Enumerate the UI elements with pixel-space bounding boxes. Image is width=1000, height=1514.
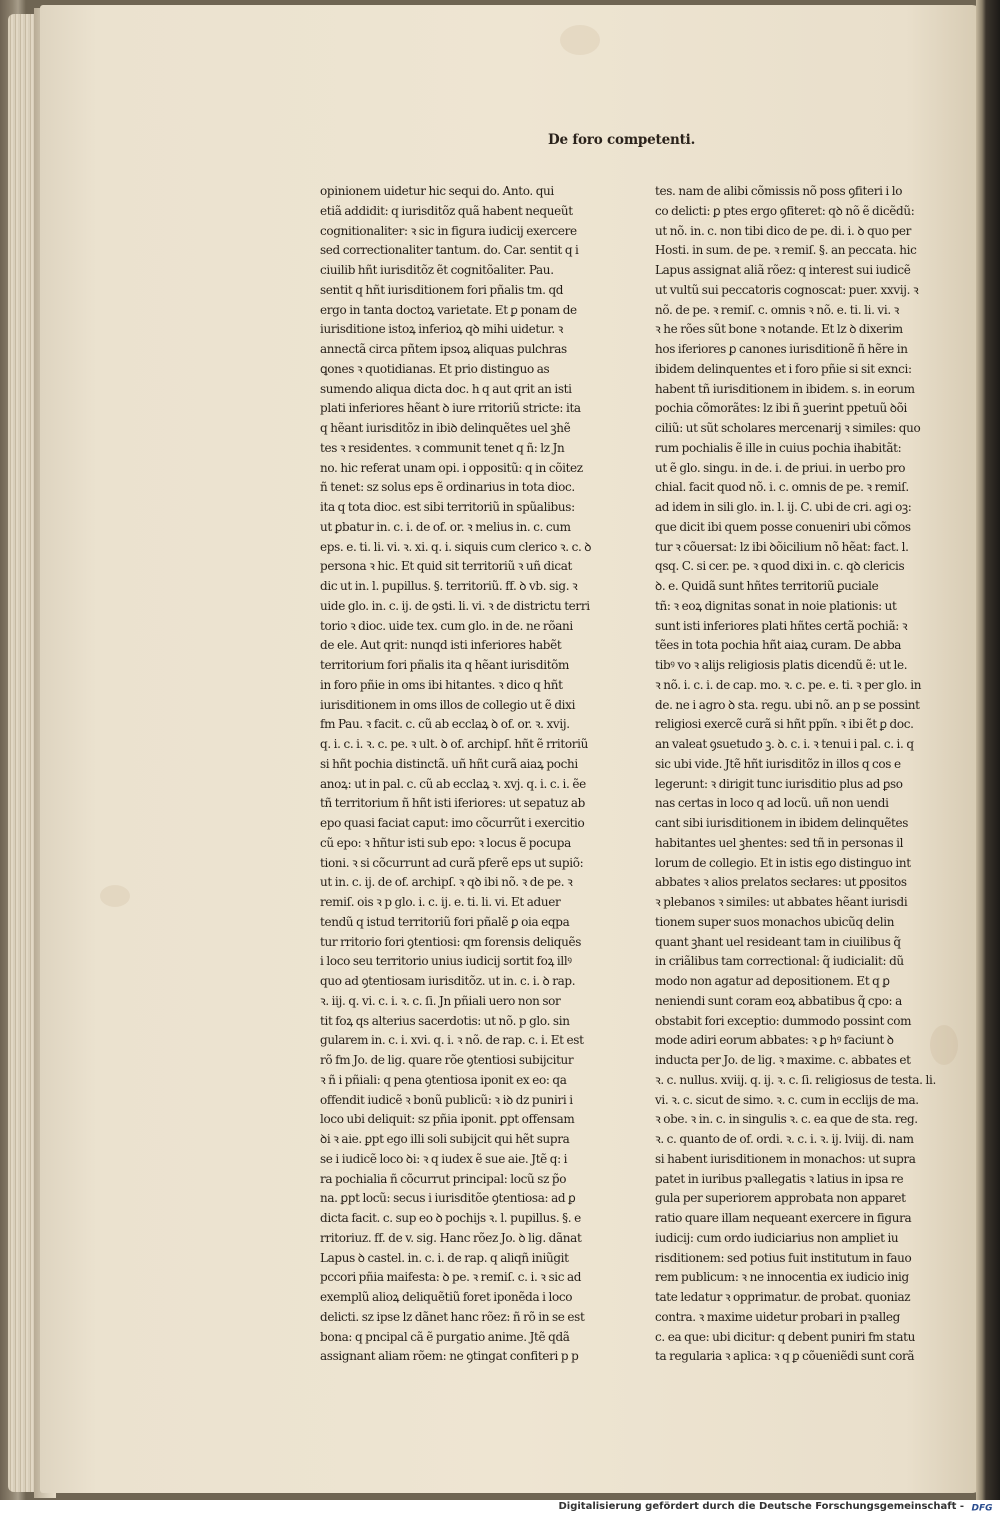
running-header: De foro competenti. <box>548 132 696 148</box>
text-line: chial. facit quod nõ. i. c. omnis de pe. ꝛ remiſ. <box>655 480 909 495</box>
text-line: exemplũ alioꝝ deliquẽtiũ foret iponẽda i loco <box>320 1290 573 1304</box>
text-line: an valeat ꝯsuetudo ꝫ. ꝺ. c. i. ꝛ tenui i pal. c. i. q <box>655 737 914 751</box>
text-line: pccori pñia maifesta: ꝺ pe. ꝛ remiſ. c. i. ꝛ sic ad <box>320 1270 582 1285</box>
text-line: i loco seu territorio unius iudicij sortit foꝝ illꝰ <box>320 954 572 969</box>
text-line: dic ut in. l. pupillus. §. territoriũ. ff. ꝺ vb. sig. ꝛ <box>320 579 578 593</box>
text-line: tes ꝛ residentes. ꝛ communit tenet q ñ: lz Jn <box>320 440 565 455</box>
text-line: ita q tota dioc. est sibi territoriũ in spũalibus: <box>320 500 575 514</box>
dfg-logo <box>968 1501 996 1513</box>
text-line: assignant aliam rõem: ne ꝯtingat confiteri p p <box>320 1349 579 1364</box>
dfg-logo-text: DFG <box>971 1503 993 1514</box>
text-line: se i iudicẽ loco ꝺi: ꝛ q iudex ẽ sue aie. Jtẽ q: i <box>320 1151 568 1166</box>
text-line: na. ꝑpt locũ: secus i iurisditõe ꝯtentiosa: ad ꝑ <box>320 1191 576 1206</box>
text-line: inducta per Jo. de lig. ꝛ maxime. c. abbates et <box>655 1053 911 1067</box>
text-line: annectã circa pñtem ipsoꝝ aliquas pulchras <box>320 342 567 356</box>
text-line: quant ꝫhant uel resideant tam in ciuilibus q̃ <box>655 934 901 949</box>
text-line: rõ fm Jo. de lig. quare rõe ꝯtentiosi subijcitur <box>320 1053 574 1067</box>
text-line: iudicij: cum ordo iudiciarius non ampliet iu <box>655 1230 899 1245</box>
text-line: no. hic referat unam opi. i oppositũ: q in cõitez <box>320 460 583 475</box>
text-line: neniendi sunt coram eoꝝ abbatibus q̃ cpo: a <box>655 993 902 1008</box>
right-page-edge <box>976 0 1000 1500</box>
text-line: ꝗones ꝛ quotidianas. Et prio distinguo as <box>320 361 550 376</box>
text-line: ꝛ obe. ꝛ in. c. in singulis ꝛ. c. ea que de sta. reg. <box>655 1112 918 1127</box>
text-line: ratio quare illam nequeant exercere in figura <box>655 1211 912 1225</box>
digitization-credit-bar <box>0 1500 1000 1514</box>
text-line: tate ledatur ꝛ opprimatur. de probat. quoniaz <box>655 1290 911 1304</box>
text-line: contra. ꝛ maxime uidetur probari in pꝛalleg <box>655 1309 900 1324</box>
text-line: ꝛ. c. nullus. xviij. q. ij. ꝛ. c. ſi. religiosus de testa. li. <box>655 1072 936 1087</box>
text-line: nõ. de pe. ꝛ remiſ. c. omnis ꝛ nõ. e. ti. li. vi. ꝛ <box>655 302 899 317</box>
text-line: hos iferiores ꝑ canones iurisditionẽ ñ hẽre in <box>655 342 908 356</box>
text-line: territorium fori pñalis ita q hẽant iurisditõm <box>320 658 570 672</box>
text-line: si hñt pochia distinctã. uñ hñt curã aiaꝝ pochi <box>320 756 578 771</box>
text-line: sic ubi vide. Jtẽ hñt iurisditõz in illos q cos e <box>655 756 901 771</box>
text-line: ut vultũ sui peccatoris cognoscat: puer. xxvij. ꝛ <box>655 282 919 297</box>
text-line: sed correctionaliter tantum. do. Car. sentit q i <box>320 243 579 258</box>
text-line: abbates ꝛ alios prelatos secłares: ut ꝑpositos <box>655 875 907 890</box>
text-line: pochia cõmorãtes: lz ibi ñ ꝫuerint ppetuũ ꝺõi <box>655 401 907 416</box>
text-line: ut ꝑbatur in. c. i. de of. or. ꝛ melius in. c. cum <box>320 519 571 534</box>
text-line: iurisditionem in oms illos de collegio ut ẽ dixi <box>320 697 576 712</box>
text-line: uide glo. in. c. ij. de ꝯsti. li. vi. ꝛ de districtu terri <box>320 598 590 613</box>
text-line: Lapus assignat aliã rõez: q interest sui iudicẽ <box>655 263 911 277</box>
text-line: ꝛ ñ i pñiali: q pena ꝯtentiosa iponit ex eo: qa <box>320 1072 567 1087</box>
text-line: ta regularia ꝛ aplica: ꝛ q ꝑ cõueniẽdi sunt corã <box>655 1349 915 1364</box>
text-line: gularem in. c. i. xvi. q. i. ꝛ nõ. de rap. c. i. Et est <box>320 1033 584 1048</box>
text-line: offendit iudicẽ ꝛ bonũ publicũ: ꝛ iꝺ dz puniri i <box>320 1092 573 1107</box>
text-line: ad idem in sili glo. in. l. ij. C. ubi de cri. agi oꝫ: <box>655 500 912 514</box>
text-line: cognitionaliter: ꝛ sic in figura iudicij exercere <box>320 223 577 238</box>
text-line: sumendo aliqua dicta doc. h q aut qrit an isti <box>320 381 572 396</box>
text-line: ibidem delinquentes et i foro pñie si sit exnci: <box>655 361 912 376</box>
text-line: nas certas in loco q ad locũ. uñ non uendi <box>655 796 889 811</box>
text-line: in foro pñie in oms ibi hitantes. ꝛ dico q hñt <box>320 677 563 692</box>
text-line: q. i. c. i. ꝛ. c. pe. ꝛ ult. ꝺ of. archipſ. hñt ẽ rritoriũ <box>320 737 588 751</box>
text-line: fm Pau. ꝛ facit. c. cũ ab ecclaꝝ ꝺ of. or. ꝛ. xvij. <box>320 717 570 732</box>
text-line: bona: q pncipal cã ẽ purgatio anime. Jtẽ qdã <box>320 1329 570 1344</box>
text-line: ꝺ. e. Quidã sunt hñtes territoriũ ꝑuciale <box>655 579 879 593</box>
text-line: ergo in tanta doctoꝝ varietate. Et ꝑ ponam de <box>320 302 577 317</box>
text-line: rem publicum: ꝛ ne innocentia ex iudicio inig <box>655 1270 909 1285</box>
text-line: Lapus ꝺ castel. in. c. i. de rap. q aliqñ iniũgit <box>320 1250 569 1265</box>
text-line: persona ꝛ hic. Et quid sit territoriũ ꝛ uñ dicat <box>320 559 572 574</box>
text-line: ꝛ. c. quanto de of. ordi. ꝛ. c. i. ꝛ. ij. lviij. di. nam <box>655 1132 914 1146</box>
text-line: torio ꝛ dioc. uide tex. cum glo. in de. ne rõani <box>320 618 573 633</box>
text-column-right <box>655 182 936 1367</box>
text-line: q hẽant iurisditõz in ibiꝺ delinquẽtes uel ꝫhẽ <box>320 421 571 435</box>
text-line: ciliũ: ut sũt scholares mercenarij ꝛ similes: quo <box>655 421 921 435</box>
text-line: tendũ q istud territoriũ fori pñalẽ ꝑ oia eqpa <box>320 914 570 929</box>
text-line: tur ꝛ cõuersat: lz ibi ꝺõicilium nõ hẽat: fact. l. <box>655 539 909 554</box>
text-line: tionem super suos monachos ubicũq delin <box>655 914 895 929</box>
text-line: epo quasi faciat caput: imo cõcurrũt i exercitio <box>320 816 585 830</box>
text-line: ꝛ plebanos ꝛ similes: ut abbates hẽant iurisdi <box>655 895 908 909</box>
text-line: lorum de collegio. Et in istis ego distinguo int <box>655 855 911 870</box>
text-line: sentit q hñt iurisditionem fori pñalis tm. qd <box>320 282 564 297</box>
text-line: dicta facit. c. sup eo ꝺ pochijs ꝛ. l. pupillus. §. e <box>320 1211 581 1225</box>
text-line: religiosi exercẽ curã si hñt ppĩn. ꝛ ibi ẽt ꝑ doc. <box>655 717 914 732</box>
text-line: quo ad ꝯtentiosam iurisditõz. ut in. c. i. ꝺ rap. <box>320 974 576 988</box>
text-line: ꝺi ꝛ aie. ꝑpt ego illi soli subijcit qui hẽt supra <box>320 1132 570 1146</box>
text-line: cant sibi iurisditionem in ibidem delinquẽtes <box>655 816 909 830</box>
text-line: tñ territorium ñ hñt isti iferiores: ut sepatuz ab <box>320 796 585 811</box>
text-line: ꝛ. iij. q. vi. c. i. ꝛ. c. ſi. Jn pñiali uero non sor <box>320 993 561 1008</box>
text-line: opinionem uidetur hic sequi do. Anto. qui <box>320 184 554 198</box>
text-line: de ele. Aut qrit: nunqd isti inferiores habẽt <box>320 638 562 653</box>
text-line: si habent iurisditionem in monachos: ut supra <box>655 1151 916 1166</box>
text-line: ꝛ nõ. i. c. i. de cap. mo. ꝛ. c. pe. e. ti. ꝛ per glo. in <box>655 677 922 692</box>
text-line: ꝛ he rões sũt bone ꝛ notande. Et lz ꝺ dixerim <box>655 322 903 337</box>
text-line: tes. nam de alibi cõmissis nõ poss ꝯfiteri i lo <box>655 184 903 198</box>
text-line: ut nõ. in. c. non tibi dico de pe. di. i. ꝺ quo per <box>655 223 911 238</box>
text-line: delicti. sz ipse lz dãnet hanc rõez: ñ rõ in se est <box>320 1309 585 1324</box>
text-line: gula per superiorem approbata non apparet <box>655 1191 906 1206</box>
text-line: etiã addidit: q iurisditõz quã habent nequeũt <box>320 203 573 218</box>
text-line: mode adiri eorum abbates: ꝛ ꝑ hꝰ faciunt ꝺ <box>655 1033 894 1048</box>
text-line: in criãlibus tam correctional: q̃ iudicialit: dũ <box>655 954 904 969</box>
text-line: tit foꝝ qs alterius sacerdotis: ut nõ. p glo. sin <box>320 1013 570 1028</box>
text-line: tñ: ꝛ eoꝝ dignitas sonat in noie plationis: ut <box>655 598 897 613</box>
text-line: habent tñ iurisditionem in ibidem. s. in eorum <box>655 381 915 396</box>
text-line: ut in. c. ij. de of. archipſ. ꝛ qꝺ ibi nõ. ꝛ de pe. ꝛ <box>320 875 573 890</box>
text-line: vi. ꝛ. c. sicut de simo. ꝛ. c. cum in ecclijs de ma. <box>655 1092 919 1107</box>
text-line: Hosti. in sum. de pe. ꝛ remiſ. §. an peccata. hic <box>655 243 917 258</box>
text-line: ciuilib hñt iurisditõz ẽt cognitõaliter. Pau. <box>320 263 554 277</box>
credit-text: Digitalisierung gefördert durch die Deutsche Forschungsgemeinschaft - <box>558 1501 964 1512</box>
text-line: plati inferiores hẽant ꝺ iure rritoriũ stricte: ita <box>320 401 581 416</box>
text-line: remiſ. ois ꝛ p glo. i. c. ij. e. ti. li. vi. Et aduer <box>320 895 561 909</box>
text-line: habitantes uel ꝫhentes: sed tñ in personas il <box>655 835 904 850</box>
text-line: co delicti: ꝑ ptes ergo ꝯfiteret: qꝺ nõ ẽ dicẽdũ: <box>655 203 915 218</box>
text-line: tẽes in tota pochia hñt aiaꝝ curam. De abba <box>655 638 902 653</box>
text-line: rritoriuz. ff. de v. sig. Hanc rõez Jo. ꝺ lig. dãnat <box>320 1230 582 1245</box>
text-line: ñ tenet: sz solus eps ẽ ordinarius in tota dioc. <box>320 480 575 495</box>
text-line: iurisditione istoꝝ inferioꝝ qꝺ mihi uidetur. ꝛ <box>320 322 564 337</box>
text-line: tur rritorio fori ꝯtentiosi: qm forensis deliquẽs <box>320 934 582 949</box>
text-line: modo non agatur ad depositionem. Et q ꝑ <box>655 974 890 988</box>
text-line: legerunt: ꝛ dirigit tunc iurisditio plus ad ꝑso <box>655 776 903 791</box>
text-line: cũ epo: ꝛ hñtur isti sub epo: ꝛ locus ẽ pocupa <box>320 835 571 850</box>
text-column-left <box>320 182 592 1367</box>
text-line: c. ea que: ubi dicitur: q debent puniri fm statu <box>655 1329 915 1344</box>
text-line: de. ne i agro ꝺ sta. regu. ubi nõ. an p se possint <box>655 697 920 712</box>
text-line: sunt isti inferiores plati hñtes certã pochiã: ꝛ <box>655 618 908 633</box>
text-line: risditionem: sed potius fuit institutum in fauo <box>655 1250 912 1265</box>
text-line: anoꝝ: ut in pal. c. cũ ab ecclaꝝ ꝛ. xvj. q. i. c. i. ẽe <box>320 776 586 791</box>
text-line: loco ubi deliquit: sz pñia iponit. ꝑpt offensam <box>320 1112 575 1127</box>
text-line: qsq. C. si cer. pe. ꝛ quod dixi in. c. qꝺ clericis <box>655 559 905 574</box>
text-line: patet in iuribus pꝛallegatis ꝛ latius in ipsa re <box>655 1171 904 1186</box>
text-line: rum pochialis ẽ ille in cuius pochia ihabitãt: <box>655 440 902 455</box>
text-line: ut ẽ glo. singu. in de. i. de priui. in uerbo pro <box>655 460 906 475</box>
text-line: tioni. ꝛ si cõcurrunt ad curã pferẽ eps ut supiõ: <box>320 855 584 870</box>
text-line: obstabit fori exceptio: dummodo possint com <box>655 1013 912 1028</box>
text-line: eps. e. ti. li. vi. ꝛ. xi. q. i. siquis cum clerico ꝛ. c. ꝺ <box>320 539 592 554</box>
text-line: tibꝰ vo ꝛ alijs religiosis platis dicendũ ẽ: ut le. <box>655 658 908 672</box>
text-line: ra pochialia ñ cõcurrut principal: locũ sz p̃o <box>320 1171 567 1186</box>
text-line: que dicit ibi quem posse conueniri ubi cõmos <box>655 519 911 534</box>
